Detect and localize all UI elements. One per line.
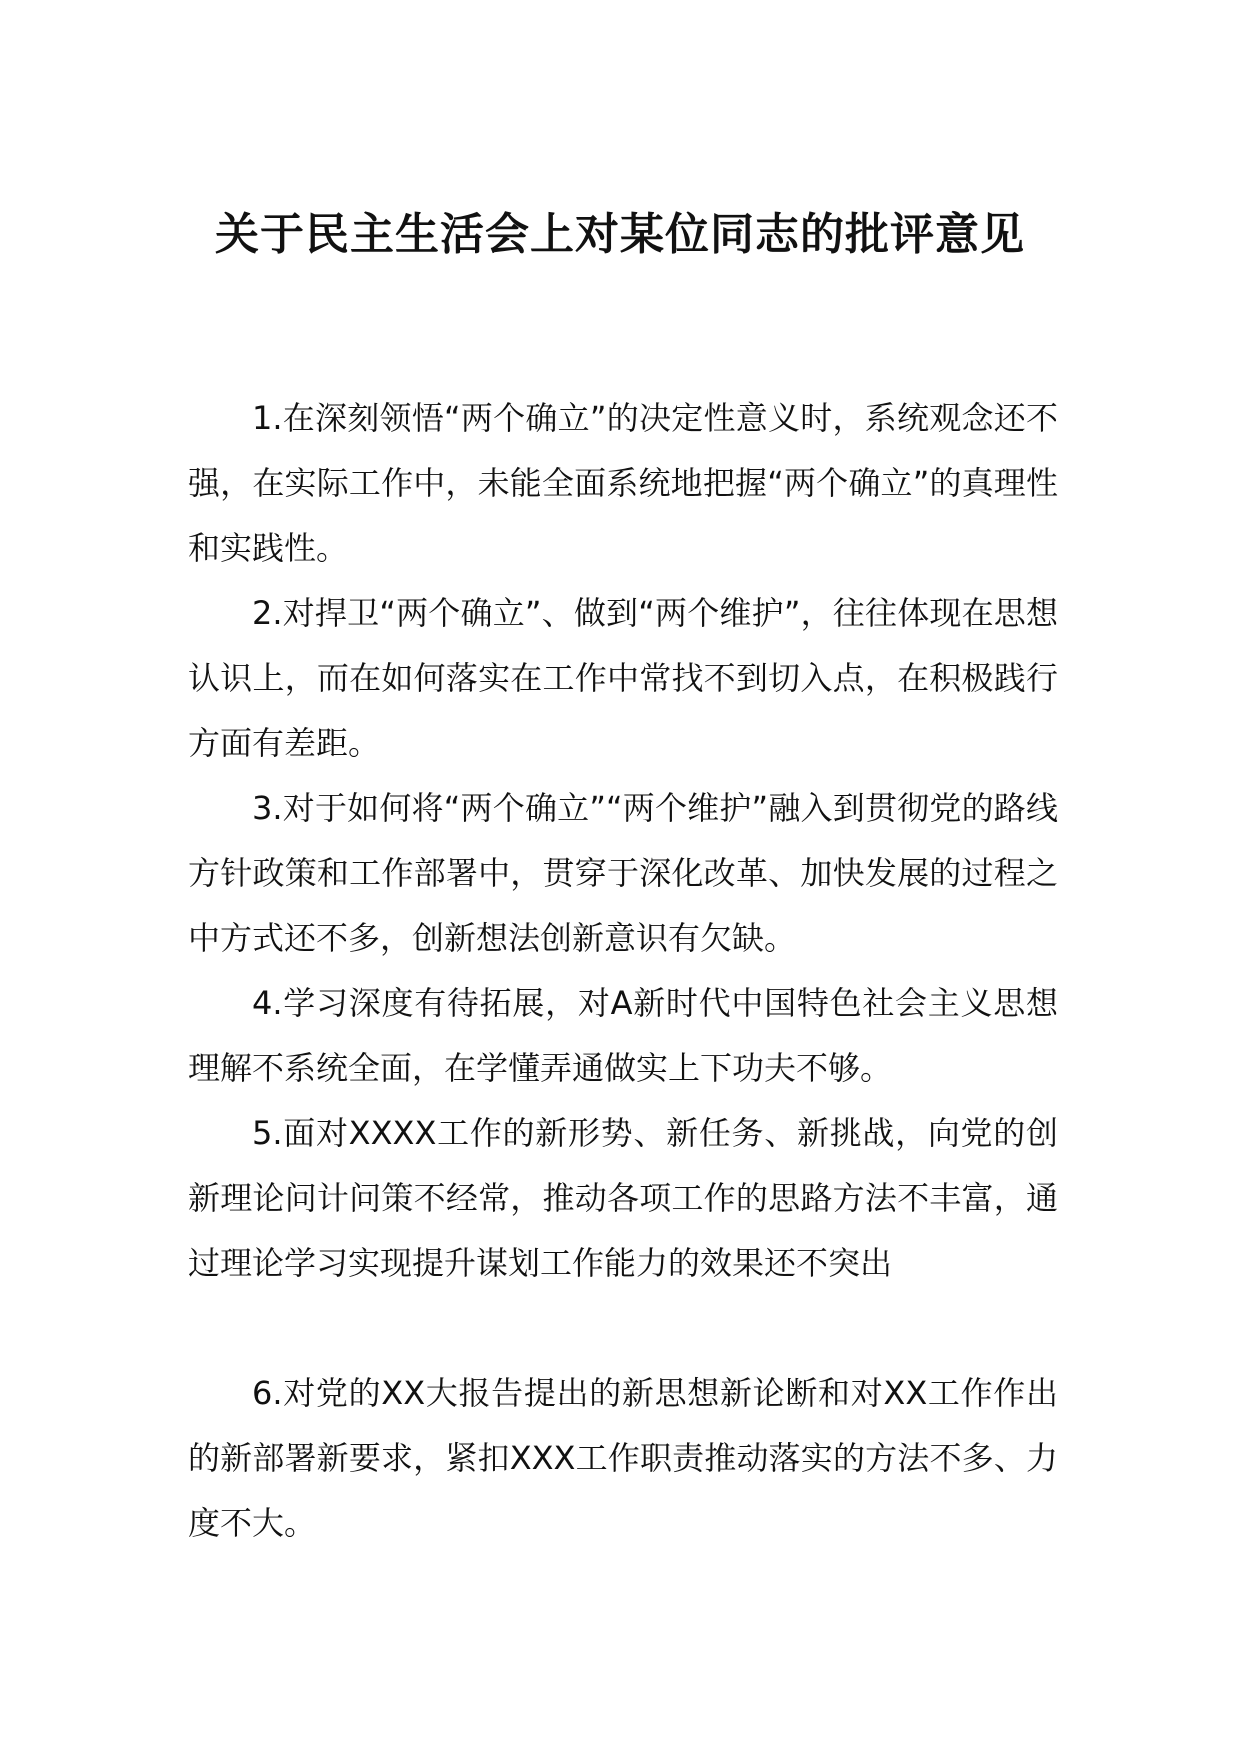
document-body: [188, 386, 1058, 1556]
document-title: 关于民主生活会上对某位同志的批评意见: [215, 209, 1025, 260]
paragraph-6: 6.对党的XX大报告提出的新思想新论断和对XX工作作出的新部署新要求，紧扣XXX工作职责推动落实的方法不多、力度不大。: [188, 1374, 1058, 1542]
paragraph-3: 3.对于如何将“两个确立”“两个维护”融入到贯彻党的路线方针政策和工作部署中，贯穿于深化改革、加快发展的过程之中方式还不多，创新想法创新意识有欠缺。: [188, 789, 1058, 957]
paragraph-5: 5.面对XXXX工作的新形势、新任务、新挑战，向党的创新理论问计问策不经常，推动各项工作的思路方法不丰富，通过理论学习实现提升谋划工作能力的效果还不突出: [188, 1114, 1058, 1282]
paragraph-2: 2.对捍卫“两个确立”、做到“两个维护”，往往体现在思想认识上，而在如何落实在工作中常找不到切入点，在积极践行方面有差距。: [188, 594, 1058, 762]
paragraph-4: 4.学习深度有待拓展，对A新时代中国特色社会主义思想理解不系统全面，在学懂弄通做实上下功夫不够。: [188, 984, 1058, 1087]
paragraph-1: 1.在深刻领悟“两个确立”的决定性意义时，系统观念还不强，在实际工作中，未能全面系统地把握“两个确立”的真理性和实践性。: [188, 399, 1058, 567]
